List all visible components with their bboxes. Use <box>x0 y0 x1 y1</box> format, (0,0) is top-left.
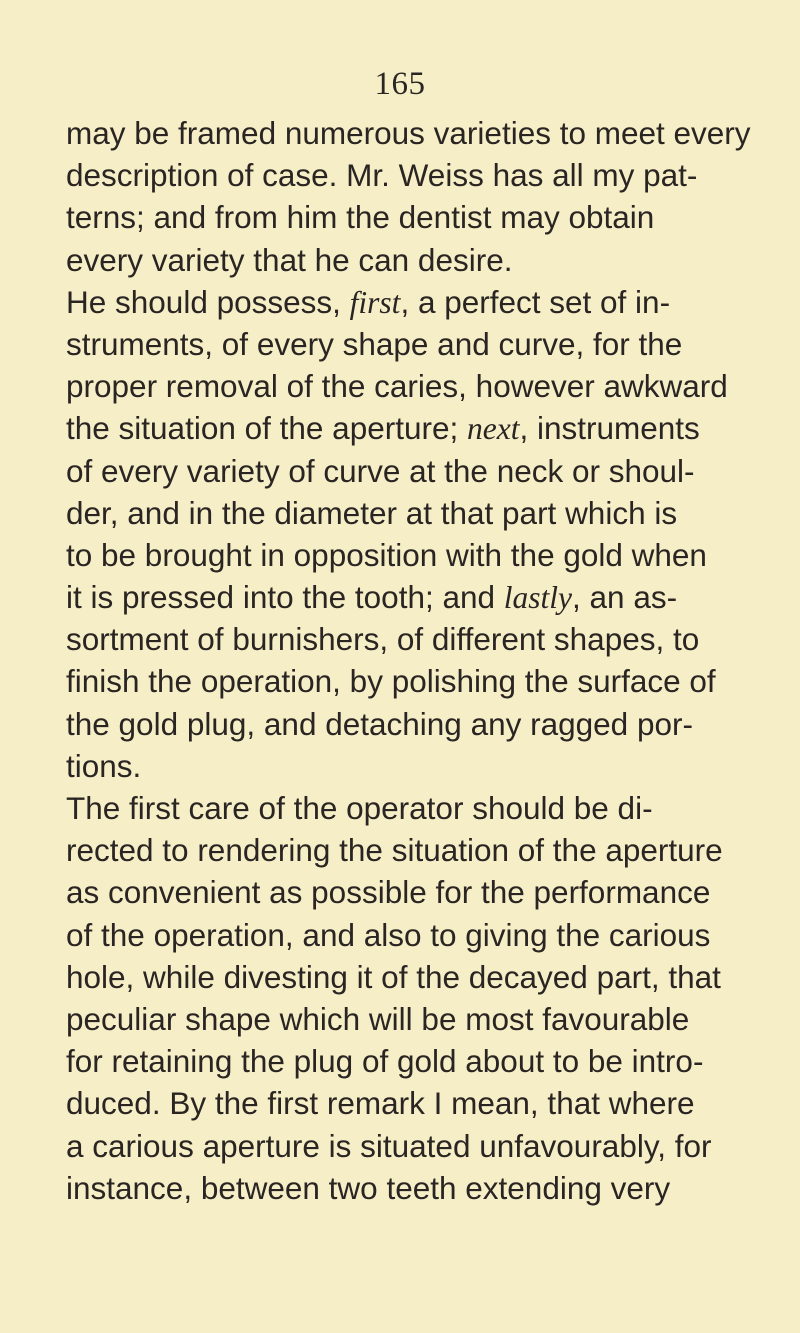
text-line: finish the operation, by polishing the surface of <box>66 663 716 700</box>
emphasis-lastly: lastly <box>503 580 573 616</box>
text-line: tions. <box>66 747 142 784</box>
text-line: terns; and from him the dentist may obtain <box>66 199 655 236</box>
text-line: proper removal of the caries, however awkward <box>66 368 728 405</box>
text-line: duced. By the first remark I mean, that where <box>66 1085 695 1122</box>
text-line: sortment of burnishers, of different shapes, to <box>66 621 700 658</box>
emphasis-first: first <box>349 284 401 320</box>
text-line: as convenient as possible for the performance <box>66 874 711 911</box>
text-line: hole, while divesting it of the decayed part, that <box>66 958 721 995</box>
text-line: of the operation, and also to giving the carious <box>66 916 711 953</box>
text-line: every variety that he can desire. <box>66 241 513 278</box>
text-line: description of case. Mr. Weiss has all my pat- <box>66 157 698 194</box>
emphasis-next: next <box>467 411 520 447</box>
page-number: 165 <box>374 66 426 102</box>
text-line: the gold plug, and detaching any ragged por- <box>66 705 693 742</box>
text-line: for retaining the plug of gold about to be intro- <box>66 1043 704 1080</box>
text-line: der, and in the diameter at that part which is <box>66 494 678 531</box>
text-line: may be framed numerous varieties to meet every <box>66 115 751 151</box>
text-line: rected to rendering the situation of the aperture <box>66 832 723 869</box>
text-line: it is pressed into the tooth; and lastly, an as- <box>66 579 678 616</box>
text-line: The first care of the operator should be di- <box>66 790 653 826</box>
text-line: to be brought in opposition with the gold when <box>66 536 707 573</box>
text-line: the situation of the aperture; next, instruments <box>66 410 700 447</box>
text-line: struments, of every shape and curve, for the <box>66 325 683 362</box>
text-line: instance, between two teeth extending very <box>66 1169 671 1206</box>
text-line: of every variety of curve at the neck or shoul- <box>66 452 695 489</box>
text-line: He should possess, first, a perfect set of in- <box>66 283 671 320</box>
text-line: peculiar shape which will be most favourable <box>66 1000 690 1037</box>
text-line: a carious aperture is situated unfavourably, for <box>66 1127 712 1164</box>
body-text <box>66 112 751 1209</box>
